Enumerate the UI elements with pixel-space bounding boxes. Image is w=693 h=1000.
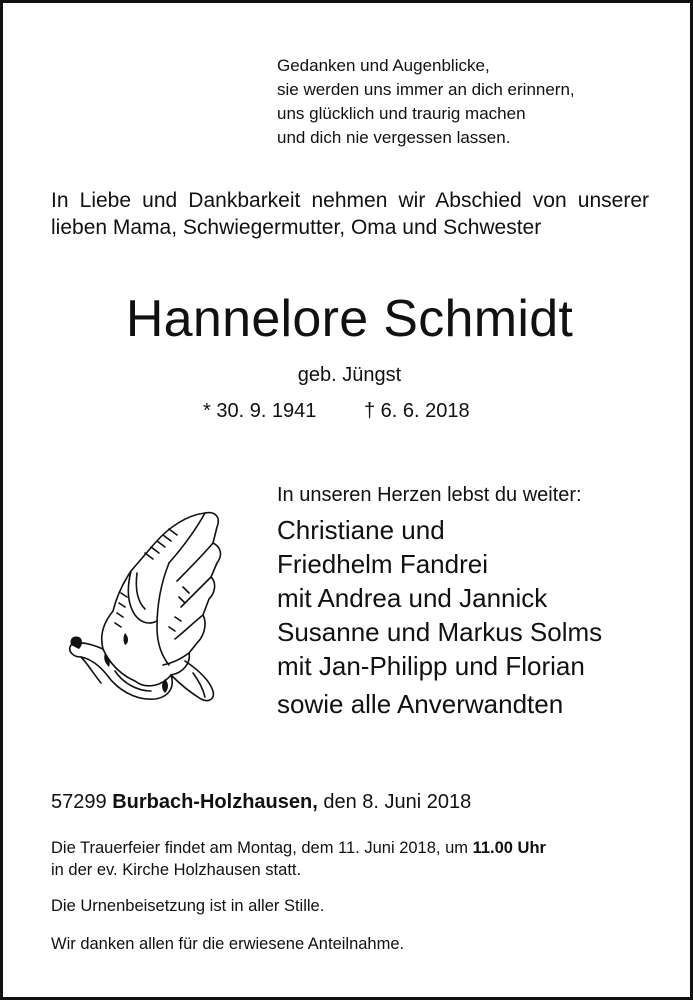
mourner-line: mit Jan-Philipp und Florian <box>277 651 585 681</box>
urn-burial-note: Die Urnenbeisetzung ist in aller Stille. <box>51 897 325 915</box>
service-text: Die Trauerfeier findet am Montag, dem 11. Juni 2018, um <box>51 839 468 857</box>
place-date <box>51 788 471 816</box>
birth-date: * 30. 9. 1941 <box>203 400 317 422</box>
life-dates <box>203 397 470 425</box>
mourner-line: mit Andrea und Jannick <box>277 583 548 613</box>
town: Burbach-Holzhausen, <box>112 791 318 813</box>
mourner-line: Christiane und <box>277 515 445 545</box>
praying-hands-icon <box>65 503 235 708</box>
poem <box>277 54 575 150</box>
intro-text: In Liebe und Dankbarkeit nehmen wir Abschied von unserer lieben Mama, Schwiegermutter, Oma und Schwester <box>51 189 649 239</box>
service-time: 11.00 Uhr <box>472 839 546 857</box>
mourner-line: Friedhelm Fandrei <box>277 549 488 579</box>
poem-line: und dich nie vergessen lassen. <box>277 128 511 147</box>
poem-line: uns glücklich und traurig machen <box>277 104 526 123</box>
birth-name: geb. Jüngst <box>297 364 402 386</box>
poem-line: Gedanken und Augenblicke, <box>277 56 490 75</box>
postcode: 57299 <box>51 791 107 813</box>
deceased-name: Hannelore Schmidt <box>125 290 574 348</box>
poem-line: sie werden uns immer an dich erinnern, <box>277 80 575 99</box>
funeral-service-note <box>51 837 651 881</box>
mourner-line: Susanne und Markus Solms <box>277 617 603 647</box>
death-date: † 6. 6. 2018 <box>364 400 470 422</box>
announcement-date: den 8. Juni 2018 <box>323 791 472 813</box>
service-location: in der ev. Kirche Holzhausen statt. <box>51 861 302 879</box>
mourner-line: sowie alle Anverwandten <box>277 689 564 719</box>
mourners-list <box>277 513 602 721</box>
thanks-note: Wir danken allen für die erwiesene Anteilnahme. <box>51 935 405 953</box>
motto: In unseren Herzen lebst du weiter: <box>277 484 582 506</box>
